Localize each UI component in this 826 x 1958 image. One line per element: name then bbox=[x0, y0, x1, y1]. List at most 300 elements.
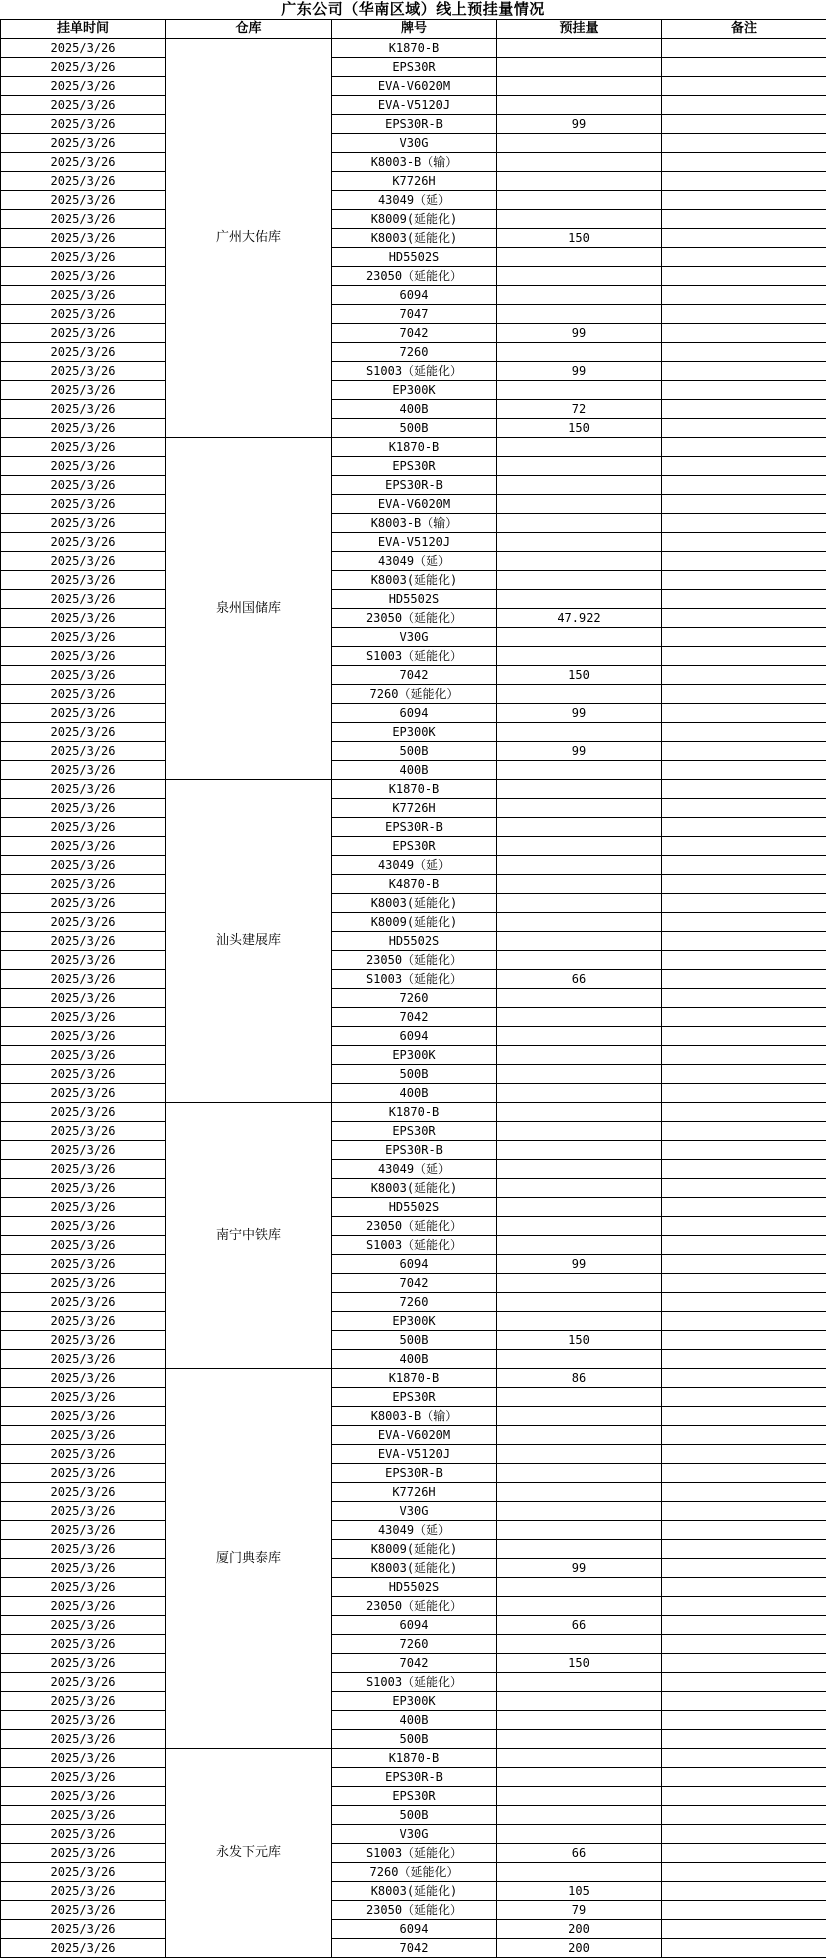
table-row bbox=[1, 1711, 826, 1730]
quantity-cell bbox=[497, 1464, 662, 1483]
note-cell bbox=[662, 1673, 826, 1692]
date-cell: 2025/3/26 bbox=[1, 932, 166, 951]
quantity-cell bbox=[497, 514, 662, 533]
date-cell: 2025/3/26 bbox=[1, 58, 166, 77]
quantity-cell bbox=[497, 476, 662, 495]
grade-cell: HD5502S bbox=[332, 1198, 497, 1217]
table-row bbox=[1, 96, 826, 115]
table-row bbox=[1, 267, 826, 286]
grade-cell: 7260 bbox=[332, 343, 497, 362]
quantity-cell bbox=[497, 1217, 662, 1236]
date-cell: 2025/3/26 bbox=[1, 647, 166, 666]
note-cell bbox=[662, 875, 826, 894]
quantity-cell bbox=[497, 1521, 662, 1540]
note-cell bbox=[662, 96, 826, 115]
note-cell bbox=[662, 1046, 826, 1065]
quantity-cell bbox=[497, 381, 662, 400]
note-cell bbox=[662, 1236, 826, 1255]
table-row bbox=[1, 742, 826, 761]
date-cell: 2025/3/26 bbox=[1, 685, 166, 704]
grade-cell: 23050（延能化） bbox=[332, 267, 497, 286]
note-cell bbox=[662, 1806, 826, 1825]
date-cell: 2025/3/26 bbox=[1, 1274, 166, 1293]
table-row bbox=[1, 1388, 826, 1407]
table-row bbox=[1, 970, 826, 989]
grade-cell: K1870-B bbox=[332, 1749, 497, 1768]
table-row bbox=[1, 590, 826, 609]
table-row bbox=[1, 476, 826, 495]
table-row bbox=[1, 1559, 826, 1578]
table-row bbox=[1, 1616, 826, 1635]
table-row bbox=[1, 1806, 826, 1825]
date-cell: 2025/3/26 bbox=[1, 248, 166, 267]
note-cell bbox=[662, 723, 826, 742]
grade-cell: 6094 bbox=[332, 704, 497, 723]
table-row bbox=[1, 115, 826, 134]
note-cell bbox=[662, 1692, 826, 1711]
note-cell bbox=[662, 951, 826, 970]
table-row bbox=[1, 1540, 826, 1559]
grade-cell: 400B bbox=[332, 1084, 497, 1103]
table-row bbox=[1, 932, 826, 951]
date-cell: 2025/3/26 bbox=[1, 552, 166, 571]
table-row bbox=[1, 153, 826, 172]
table-row bbox=[1, 894, 826, 913]
table-row bbox=[1, 1027, 826, 1046]
quantity-cell bbox=[497, 1293, 662, 1312]
date-cell: 2025/3/26 bbox=[1, 1578, 166, 1597]
grade-cell: 500B bbox=[332, 419, 497, 438]
date-cell: 2025/3/26 bbox=[1, 609, 166, 628]
table-row bbox=[1, 1502, 826, 1521]
quantity-cell bbox=[497, 305, 662, 324]
grade-cell: K8003(延能化) bbox=[332, 1179, 497, 1198]
date-cell: 2025/3/26 bbox=[1, 590, 166, 609]
table-row bbox=[1, 1939, 826, 1958]
table-row bbox=[1, 1673, 826, 1692]
date-cell: 2025/3/26 bbox=[1, 96, 166, 115]
note-cell bbox=[662, 932, 826, 951]
note-cell bbox=[662, 1635, 826, 1654]
date-cell: 2025/3/26 bbox=[1, 1521, 166, 1540]
grade-cell: 7260 bbox=[332, 1635, 497, 1654]
table-row bbox=[1, 666, 826, 685]
quantity-cell bbox=[497, 1065, 662, 1084]
quantity-cell bbox=[497, 761, 662, 780]
grade-cell: 7260（延能化） bbox=[332, 685, 497, 704]
quantity-cell bbox=[497, 1483, 662, 1502]
date-cell: 2025/3/26 bbox=[1, 856, 166, 875]
date-cell: 2025/3/26 bbox=[1, 970, 166, 989]
note-cell bbox=[662, 58, 826, 77]
grade-cell: S1003（延能化） bbox=[332, 1844, 497, 1863]
table-row bbox=[1, 1692, 826, 1711]
date-cell: 2025/3/26 bbox=[1, 1730, 166, 1749]
date-cell: 2025/3/26 bbox=[1, 571, 166, 590]
grade-cell: 43049（延） bbox=[332, 552, 497, 571]
table-row bbox=[1, 1730, 826, 1749]
grade-cell: HD5502S bbox=[332, 1578, 497, 1597]
note-cell bbox=[662, 970, 826, 989]
grade-cell: EP300K bbox=[332, 1692, 497, 1711]
note-cell bbox=[662, 134, 826, 153]
note-cell bbox=[662, 1426, 826, 1445]
note-cell bbox=[662, 343, 826, 362]
table-row bbox=[1, 1122, 826, 1141]
note-cell bbox=[662, 1065, 826, 1084]
quantity-cell: 99 bbox=[497, 742, 662, 761]
grade-cell: HD5502S bbox=[332, 590, 497, 609]
quantity-cell: 99 bbox=[497, 362, 662, 381]
note-cell bbox=[662, 533, 826, 552]
grade-cell: K1870-B bbox=[332, 780, 497, 799]
date-cell: 2025/3/26 bbox=[1, 1692, 166, 1711]
grade-cell: 6094 bbox=[332, 286, 497, 305]
date-cell: 2025/3/26 bbox=[1, 742, 166, 761]
quantity-cell bbox=[497, 913, 662, 932]
table-row bbox=[1, 362, 826, 381]
table-row bbox=[1, 704, 826, 723]
note-cell bbox=[662, 1882, 826, 1901]
date-cell: 2025/3/26 bbox=[1, 381, 166, 400]
quantity-cell bbox=[497, 267, 662, 286]
note-cell bbox=[662, 1312, 826, 1331]
note-cell bbox=[662, 1160, 826, 1179]
table-row bbox=[1, 1103, 826, 1122]
note-cell bbox=[662, 1331, 826, 1350]
quantity-cell bbox=[497, 77, 662, 96]
note-cell bbox=[662, 609, 826, 628]
date-cell: 2025/3/26 bbox=[1, 1008, 166, 1027]
quantity-cell: 66 bbox=[497, 970, 662, 989]
quantity-cell bbox=[497, 1673, 662, 1692]
grade-cell: 500B bbox=[332, 1730, 497, 1749]
table-row bbox=[1, 1008, 826, 1027]
note-cell bbox=[662, 1141, 826, 1160]
note-cell bbox=[662, 1787, 826, 1806]
quantity-cell bbox=[497, 1445, 662, 1464]
date-cell: 2025/3/26 bbox=[1, 1331, 166, 1350]
note-cell bbox=[662, 1540, 826, 1559]
date-cell: 2025/3/26 bbox=[1, 1027, 166, 1046]
date-cell: 2025/3/26 bbox=[1, 1312, 166, 1331]
grade-cell: S1003（延能化） bbox=[332, 362, 497, 381]
note-cell bbox=[662, 39, 826, 58]
note-cell bbox=[662, 1445, 826, 1464]
table-row bbox=[1, 1882, 826, 1901]
warehouse-cell: 南宁中铁库 bbox=[166, 1103, 332, 1369]
note-cell bbox=[662, 1008, 826, 1027]
note-cell bbox=[662, 1616, 826, 1635]
quantity-cell bbox=[497, 856, 662, 875]
date-cell: 2025/3/26 bbox=[1, 305, 166, 324]
grade-cell: K8009(延能化) bbox=[332, 1540, 497, 1559]
note-cell bbox=[662, 362, 826, 381]
table-row bbox=[1, 514, 826, 533]
grade-cell: 43049（延） bbox=[332, 191, 497, 210]
date-cell: 2025/3/26 bbox=[1, 1673, 166, 1692]
table-row bbox=[1, 248, 826, 267]
table-row bbox=[1, 1787, 826, 1806]
date-cell: 2025/3/26 bbox=[1, 1844, 166, 1863]
date-cell: 2025/3/26 bbox=[1, 1540, 166, 1559]
quantity-cell bbox=[497, 39, 662, 58]
date-cell: 2025/3/26 bbox=[1, 1768, 166, 1787]
note-cell bbox=[662, 818, 826, 837]
date-cell: 2025/3/26 bbox=[1, 1198, 166, 1217]
quantity-cell bbox=[497, 590, 662, 609]
date-cell: 2025/3/26 bbox=[1, 1597, 166, 1616]
quantity-cell bbox=[497, 1730, 662, 1749]
note-cell bbox=[662, 495, 826, 514]
grade-cell: 7042 bbox=[332, 1654, 497, 1673]
col-header-warehouse: 仓库 bbox=[166, 20, 332, 39]
grade-cell: K1870-B bbox=[332, 1369, 497, 1388]
table-row bbox=[1, 780, 826, 799]
date-cell: 2025/3/26 bbox=[1, 1217, 166, 1236]
date-cell: 2025/3/26 bbox=[1, 1749, 166, 1768]
table-row bbox=[1, 457, 826, 476]
grade-cell: EPS30R-B bbox=[332, 1768, 497, 1787]
grade-cell: K8003(延能化) bbox=[332, 571, 497, 590]
date-cell: 2025/3/26 bbox=[1, 286, 166, 305]
quantity-cell bbox=[497, 552, 662, 571]
date-cell: 2025/3/26 bbox=[1, 1901, 166, 1920]
quantity-cell: 86 bbox=[497, 1369, 662, 1388]
date-cell: 2025/3/26 bbox=[1, 134, 166, 153]
date-cell: 2025/3/26 bbox=[1, 1236, 166, 1255]
date-cell: 2025/3/26 bbox=[1, 1654, 166, 1673]
grade-cell: 500B bbox=[332, 742, 497, 761]
quantity-cell bbox=[497, 723, 662, 742]
note-cell bbox=[662, 267, 826, 286]
table-row bbox=[1, 1635, 826, 1654]
grade-cell: EPS30R bbox=[332, 58, 497, 77]
quantity-cell bbox=[497, 1160, 662, 1179]
quantity-cell bbox=[497, 1863, 662, 1882]
table-row bbox=[1, 210, 826, 229]
header-row bbox=[1, 20, 826, 39]
quantity-cell bbox=[497, 1806, 662, 1825]
grade-cell: S1003（延能化） bbox=[332, 1673, 497, 1692]
quantity-cell: 150 bbox=[497, 1331, 662, 1350]
quantity-cell: 99 bbox=[497, 1255, 662, 1274]
table-row bbox=[1, 875, 826, 894]
grade-cell: K7726H bbox=[332, 799, 497, 818]
quantity-cell bbox=[497, 780, 662, 799]
col-header-quantity: 预挂量 bbox=[497, 20, 662, 39]
quantity-cell: 200 bbox=[497, 1920, 662, 1939]
note-cell bbox=[662, 514, 826, 533]
grade-cell: EPS30R bbox=[332, 1122, 497, 1141]
table-row bbox=[1, 818, 826, 837]
grade-cell: K8003-B（输） bbox=[332, 153, 497, 172]
pre-order-table bbox=[0, 19, 826, 1958]
table-row bbox=[1, 552, 826, 571]
quantity-cell bbox=[497, 1540, 662, 1559]
grade-cell: 6094 bbox=[332, 1255, 497, 1274]
note-cell bbox=[662, 856, 826, 875]
date-cell: 2025/3/26 bbox=[1, 1559, 166, 1578]
table-row bbox=[1, 685, 826, 704]
quantity-cell: 99 bbox=[497, 704, 662, 723]
quantity-cell: 150 bbox=[497, 1654, 662, 1673]
quantity-cell bbox=[497, 1502, 662, 1521]
date-cell: 2025/3/26 bbox=[1, 1350, 166, 1369]
grade-cell: EPS30R-B bbox=[332, 818, 497, 837]
note-cell bbox=[662, 1844, 826, 1863]
table-row bbox=[1, 1312, 826, 1331]
table-row bbox=[1, 1483, 826, 1502]
quantity-cell bbox=[497, 1084, 662, 1103]
quantity-cell bbox=[497, 1027, 662, 1046]
warehouse-cell: 泉州国储库 bbox=[166, 438, 332, 780]
table-row bbox=[1, 286, 826, 305]
grade-cell: 23050（延能化） bbox=[332, 1217, 497, 1236]
date-cell: 2025/3/26 bbox=[1, 1179, 166, 1198]
quantity-cell bbox=[497, 685, 662, 704]
date-cell: 2025/3/26 bbox=[1, 533, 166, 552]
quantity-cell bbox=[497, 1597, 662, 1616]
table-row bbox=[1, 1179, 826, 1198]
date-cell: 2025/3/26 bbox=[1, 1065, 166, 1084]
date-cell: 2025/3/26 bbox=[1, 1920, 166, 1939]
date-cell: 2025/3/26 bbox=[1, 153, 166, 172]
date-cell: 2025/3/26 bbox=[1, 419, 166, 438]
grade-cell: K8003-B（输） bbox=[332, 1407, 497, 1426]
table-row bbox=[1, 951, 826, 970]
note-cell bbox=[662, 305, 826, 324]
grade-cell: EVA-V5120J bbox=[332, 96, 497, 115]
grade-cell: EPS30R-B bbox=[332, 1141, 497, 1160]
date-cell: 2025/3/26 bbox=[1, 1711, 166, 1730]
quantity-cell bbox=[497, 286, 662, 305]
grade-cell: EP300K bbox=[332, 1312, 497, 1331]
note-cell bbox=[662, 1217, 826, 1236]
date-cell: 2025/3/26 bbox=[1, 1502, 166, 1521]
date-cell: 2025/3/26 bbox=[1, 875, 166, 894]
table-row bbox=[1, 400, 826, 419]
grade-cell: K1870-B bbox=[332, 1103, 497, 1122]
warehouse-cell: 厦门典泰库 bbox=[166, 1369, 332, 1749]
table-row bbox=[1, 343, 826, 362]
quantity-cell bbox=[497, 799, 662, 818]
table-row bbox=[1, 837, 826, 856]
quantity-cell bbox=[497, 951, 662, 970]
grade-cell: S1003（延能化） bbox=[332, 647, 497, 666]
quantity-cell bbox=[497, 1635, 662, 1654]
date-cell: 2025/3/26 bbox=[1, 723, 166, 742]
col-header-grade: 牌号 bbox=[332, 20, 497, 39]
grade-cell: V30G bbox=[332, 1825, 497, 1844]
grade-cell: EPS30R bbox=[332, 1388, 497, 1407]
note-cell bbox=[662, 438, 826, 457]
table-row bbox=[1, 1350, 826, 1369]
quantity-cell bbox=[497, 1046, 662, 1065]
table-row bbox=[1, 1369, 826, 1388]
grade-cell: 43049（延） bbox=[332, 1160, 497, 1179]
date-cell: 2025/3/26 bbox=[1, 1825, 166, 1844]
table-row bbox=[1, 1160, 826, 1179]
note-cell bbox=[662, 742, 826, 761]
grade-cell: EVA-V6020M bbox=[332, 77, 497, 96]
date-cell: 2025/3/26 bbox=[1, 1863, 166, 1882]
date-cell: 2025/3/26 bbox=[1, 1084, 166, 1103]
table-row bbox=[1, 1217, 826, 1236]
warehouse-cell: 汕头建展库 bbox=[166, 780, 332, 1103]
table-row bbox=[1, 438, 826, 457]
date-cell: 2025/3/26 bbox=[1, 39, 166, 58]
table-row bbox=[1, 1236, 826, 1255]
table-row bbox=[1, 1293, 826, 1312]
grade-cell: K8003-B（输） bbox=[332, 514, 497, 533]
grade-cell: 7042 bbox=[332, 1939, 497, 1958]
table-row bbox=[1, 989, 826, 1008]
note-cell bbox=[662, 685, 826, 704]
quantity-cell bbox=[497, 989, 662, 1008]
note-cell bbox=[662, 666, 826, 685]
table-row bbox=[1, 799, 826, 818]
date-cell: 2025/3/26 bbox=[1, 115, 166, 134]
grade-cell: 500B bbox=[332, 1806, 497, 1825]
grade-cell: 7260 bbox=[332, 989, 497, 1008]
quantity-cell bbox=[497, 438, 662, 457]
table-row bbox=[1, 1464, 826, 1483]
grade-cell: EP300K bbox=[332, 1046, 497, 1065]
note-cell bbox=[662, 590, 826, 609]
grade-cell: K8003(延能化) bbox=[332, 1559, 497, 1578]
date-cell: 2025/3/26 bbox=[1, 628, 166, 647]
quantity-cell: 72 bbox=[497, 400, 662, 419]
grade-cell: V30G bbox=[332, 1502, 497, 1521]
grade-cell: 500B bbox=[332, 1331, 497, 1350]
note-cell bbox=[662, 1502, 826, 1521]
quantity-cell bbox=[497, 533, 662, 552]
grade-cell: 23050（延能化） bbox=[332, 951, 497, 970]
grade-cell: 7042 bbox=[332, 1274, 497, 1293]
date-cell: 2025/3/26 bbox=[1, 438, 166, 457]
grade-cell: K4870-B bbox=[332, 875, 497, 894]
note-cell bbox=[662, 153, 826, 172]
quantity-cell bbox=[497, 1122, 662, 1141]
quantity-cell bbox=[497, 837, 662, 856]
grade-cell: 400B bbox=[332, 400, 497, 419]
grade-cell: EVA-V5120J bbox=[332, 533, 497, 552]
quantity-cell bbox=[497, 1692, 662, 1711]
quantity-cell bbox=[497, 1179, 662, 1198]
table-row bbox=[1, 1901, 826, 1920]
note-cell bbox=[662, 628, 826, 647]
grade-cell: 7042 bbox=[332, 324, 497, 343]
date-cell: 2025/3/26 bbox=[1, 1103, 166, 1122]
table-row bbox=[1, 134, 826, 153]
quantity-cell bbox=[497, 1350, 662, 1369]
date-cell: 2025/3/26 bbox=[1, 476, 166, 495]
note-cell bbox=[662, 1483, 826, 1502]
grade-cell: 6094 bbox=[332, 1616, 497, 1635]
note-cell bbox=[662, 552, 826, 571]
quantity-cell bbox=[497, 1236, 662, 1255]
grade-cell: 7047 bbox=[332, 305, 497, 324]
quantity-cell bbox=[497, 58, 662, 77]
date-cell: 2025/3/26 bbox=[1, 229, 166, 248]
warehouse-cell: 广州大佑库 bbox=[166, 39, 332, 438]
table-row bbox=[1, 1863, 826, 1882]
note-cell bbox=[662, 1027, 826, 1046]
grade-cell: 43049（延） bbox=[332, 856, 497, 875]
note-cell bbox=[662, 248, 826, 267]
note-cell bbox=[662, 1730, 826, 1749]
